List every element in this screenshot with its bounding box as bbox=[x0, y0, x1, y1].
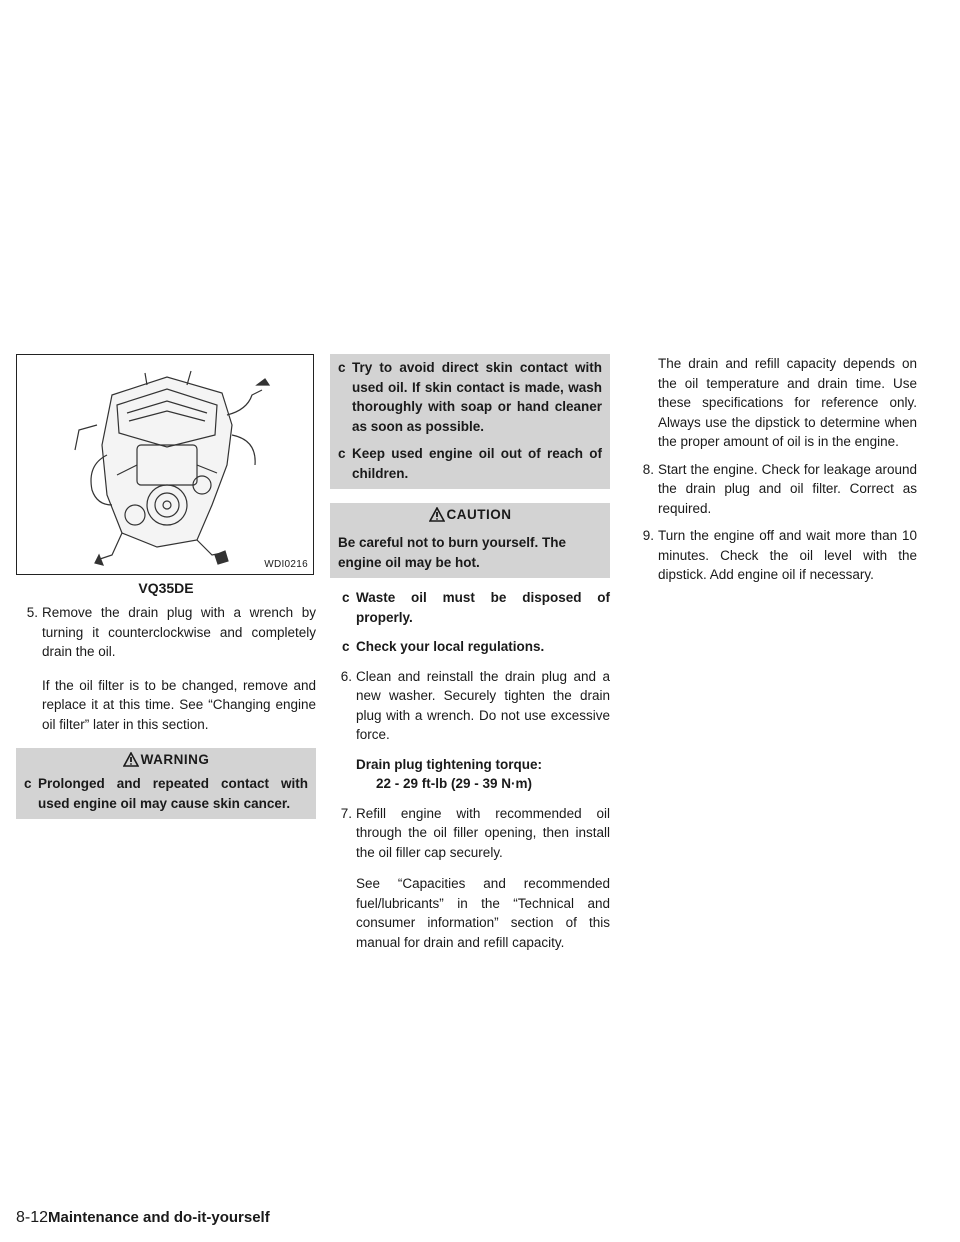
torque-spec bbox=[330, 755, 610, 794]
caution-text: Be careful not to burn yourself. The engine oil may be hot. bbox=[330, 527, 610, 578]
warning-icon bbox=[123, 752, 139, 767]
step-7-paragraph-2: The drain and refill capacity depends on the oil temperature and drain time. Use these specifications for reference only. Always use the dipstick to determine when the proper amount of oil is in the engine. bbox=[658, 356, 917, 449]
caution-bullet-text: Waste oil must be disposed of properly. bbox=[356, 590, 610, 625]
warning-box-part2 bbox=[330, 354, 610, 489]
warning-item-text: Keep used engine oil out of reach of children. bbox=[352, 446, 602, 481]
page-footer bbox=[16, 1208, 270, 1228]
step-7 bbox=[330, 804, 610, 863]
step-text: Refill engine with recommended oil through the oil filler opening, then install the oil filler cap securely. bbox=[356, 805, 610, 860]
figure-code: WDI0216 bbox=[264, 559, 308, 570]
step-5-paragraph: If the oil filter is to be changed, remove and replace it at this time. See “Changing engine oil filter” later in this section. bbox=[42, 677, 316, 732]
engine-figure bbox=[16, 354, 314, 575]
page-number: 8-12 bbox=[16, 1209, 49, 1226]
warning-title: WARNING bbox=[140, 752, 210, 767]
bullet-mark: c bbox=[338, 360, 346, 375]
step-number: 8. bbox=[642, 461, 654, 477]
warning-box-part1 bbox=[16, 772, 316, 819]
column-left bbox=[16, 354, 316, 819]
warning-item-text: Prolonged and repeated contact with used engine oil may cause skin cancer. bbox=[38, 776, 308, 811]
caution-bullet bbox=[330, 637, 610, 657]
step-number: 9. bbox=[642, 528, 654, 543]
step-text: Start the engine. Check for leakage around the drain plug and oil filter. Correct as required. bbox=[658, 461, 917, 516]
caution-title: CAUTION bbox=[446, 507, 512, 522]
caution-icon bbox=[429, 507, 445, 522]
caution-header bbox=[330, 503, 610, 527]
warning-item bbox=[24, 774, 308, 813]
bullet-mark: c bbox=[342, 590, 350, 605]
step-7-paragraph: See “Capacities and recommended fuel/lubricants” in the “Technical and consumer information” section of this manual for drain and refill capacity. bbox=[356, 876, 610, 950]
bullet-mark: c bbox=[342, 639, 350, 654]
engine-illustration bbox=[17, 355, 313, 574]
caution-bullet bbox=[330, 588, 610, 627]
step-5 bbox=[16, 603, 316, 662]
caution-bullet-text: Check your local regulations. bbox=[356, 639, 545, 654]
warning-header bbox=[16, 748, 316, 772]
warning-item bbox=[338, 444, 602, 483]
column-right bbox=[632, 354, 917, 585]
step-text: Turn the engine off and wait more than 10 minutes. Check the oil level with the dipstick. Add engine oil if necessary. bbox=[658, 528, 917, 582]
step-number: 5. bbox=[26, 605, 38, 620]
step-number: 7. bbox=[340, 805, 352, 821]
step-text: Remove the drain plug with a wrench by turning it counterclockwise and completely drain the oil. bbox=[42, 605, 316, 659]
bullet-mark: c bbox=[338, 446, 346, 461]
torque-label: Drain plug tightening torque: bbox=[356, 756, 542, 772]
step-text: Clean and reinstall the drain plug and a new washer. Securely tighten the drain plug with a wrench. Do not use excessive force. bbox=[356, 668, 610, 742]
step-8 bbox=[632, 460, 917, 519]
column-middle bbox=[330, 354, 610, 952]
section-title: Maintenance and do-it-yourself bbox=[48, 1209, 270, 1226]
figure-caption: VQ35DE bbox=[138, 580, 194, 596]
bullet-mark: c bbox=[24, 776, 32, 791]
warning-item bbox=[338, 358, 602, 436]
step-9 bbox=[632, 526, 917, 585]
step-6 bbox=[330, 667, 610, 745]
torque-value: 22 - 29 ft-lb (29 - 39 N·m) bbox=[376, 776, 533, 791]
warning-item-text: Try to avoid direct skin contact with used oil. If skin contact is made, wash thoroughly with soap or hand cleaner as soon as possible. bbox=[352, 360, 602, 434]
step-number: 6. bbox=[340, 668, 352, 684]
